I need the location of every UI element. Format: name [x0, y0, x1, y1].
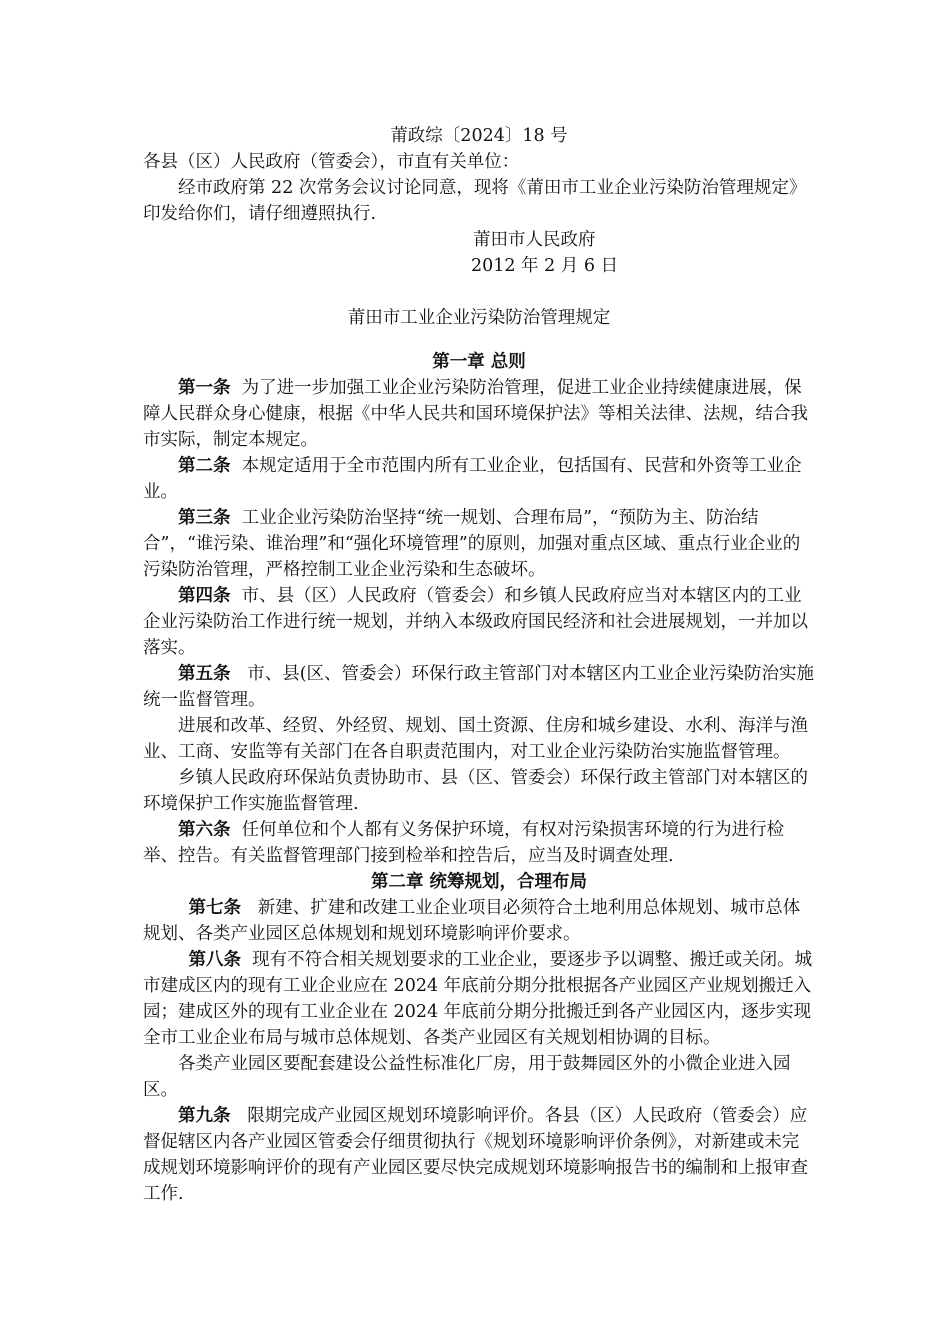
- article-text: 市、县（区）人民政府（管委会）和乡镇人民政府应当对本辖区内的工业企业污染防治工作进行统一规划，并纳入本级政府国民经济和社会进展规划，一并加以落实。: [143, 586, 808, 658]
- chapter-1-heading: 第一章 总则: [432, 352, 526, 372]
- article-5-paragraph-3: 乡镇人民政府环保站负责协助市、县（区、管委会）环保行政主管部门对本辖区的环境保护工作实施监督管理.: [143, 768, 808, 814]
- recipients-line: 各县（区）人民政府（管委会），市直有关单位：: [143, 152, 520, 172]
- article-label: 第三条: [178, 508, 231, 528]
- article-text: 现有不符合相关规划要求的工业企业，要逐步予以调整、搬迁或关闭。城市建成区内的现有工业企业应在 2024 年底前分期分批根据各产业园区产业规划搬迁入园；建成区外的现有工业企业在 2024 年底前分期分批搬迁到各产业园区内，逐步实现全市工业企业布局与城市总体规划、各类产业园区有关规划相协调的目标。: [143, 950, 813, 1048]
- article-text: 任何单位和个人都有义务保护环境，有权对污染损害环境的行为进行检举、控告。有关监督管理部门接到检举和控告后，应当及时调查处理.: [143, 820, 785, 866]
- article-6: [143, 817, 815, 869]
- article-8: [143, 947, 815, 1051]
- notice-paragraph: 经市政府第 22 次常务会议讨论同意，现将《莆田市工业企业污染防治管理规定》印发给你们，请仔细遵照执行.: [143, 178, 807, 224]
- article-5-paragraph-2: 进展和改革、经贸、外经贸、规划、国土资源、住房和城乡建设、水利、海洋与渔业、工商、安监等有关部门在各自职责范围内，对工业企业污染防治实施监督管理。: [143, 716, 808, 762]
- article-label: 第五条: [178, 664, 231, 684]
- article-text: 本规定适用于全市范围内所有工业企业，包括国有、民营和外资等工业企业。: [143, 456, 802, 502]
- article-text: 工业企业污染防治坚持“统一规划、合理布局”，“预防为主、防治结合”，“谁污染、谁治理”和“强化环境管理”的原则，加强对重点区域、重点行业企业的污染防治管理，严格控制工业企业污染和生态破坏。: [143, 508, 801, 580]
- article-4: [143, 583, 815, 661]
- article-label: 第六条: [178, 820, 231, 840]
- article-text: 新建、扩建和改建工业企业项目必须符合土地利用总体规划、城市总体规划、各类产业园区总体规划和规划环境影响评价要求。: [143, 898, 801, 944]
- article-1: [143, 375, 815, 453]
- article-text: 市、县(区、管委会）环保行政主管部门对本辖区内工业企业污染防治实施统一监督管理。: [143, 664, 815, 710]
- article-label: 第八条: [188, 950, 241, 970]
- article-label: 第一条: [178, 378, 231, 398]
- article-label: 第二条: [178, 456, 231, 476]
- issuer-name: 莆田市人民政府: [473, 230, 596, 250]
- article-5: [143, 661, 815, 713]
- article-text: 为了进一步加强工业企业污染防治管理，促进工业企业持续健康进展，保障人民群众身心健康，根据《中华人民共和国环境保护法》等相关法律、法规，结合我市实际，制定本规定。: [143, 378, 808, 450]
- article-text: 限期完成产业园区规划环境影响评价。各县（区）人民政府（管委会）应督促辖区内各产业园区管委会仔细贯彻执行《规划环境影响评价条例》，对新建或未完成规划环境影响评价的现有产业园区要尽快完成规划环境影响报告书的编制和上报审查工作.: [143, 1106, 808, 1204]
- issue-date: 2012 年 2 月 6 日: [471, 256, 619, 276]
- article-2: [143, 453, 815, 505]
- document-number: 莆政综〔2024〕18 号: [390, 126, 568, 146]
- article-label: 第七条: [188, 898, 241, 918]
- article-8-paragraph-2: 各类产业园区要配套建设公益性标准化厂房，用于鼓舞园区外的小微企业进入园区。: [143, 1054, 791, 1100]
- article-3: [143, 505, 815, 583]
- article-9: [143, 1103, 815, 1207]
- document-body: [143, 123, 815, 1207]
- chapter-2-heading: 第二章 统筹规划，合理布局: [370, 872, 588, 892]
- article-label: 第四条: [178, 586, 231, 606]
- article-7: [143, 895, 815, 947]
- article-label: 第九条: [178, 1106, 231, 1126]
- regulation-title: 莆田市工业企业污染防治管理规定: [347, 308, 611, 328]
